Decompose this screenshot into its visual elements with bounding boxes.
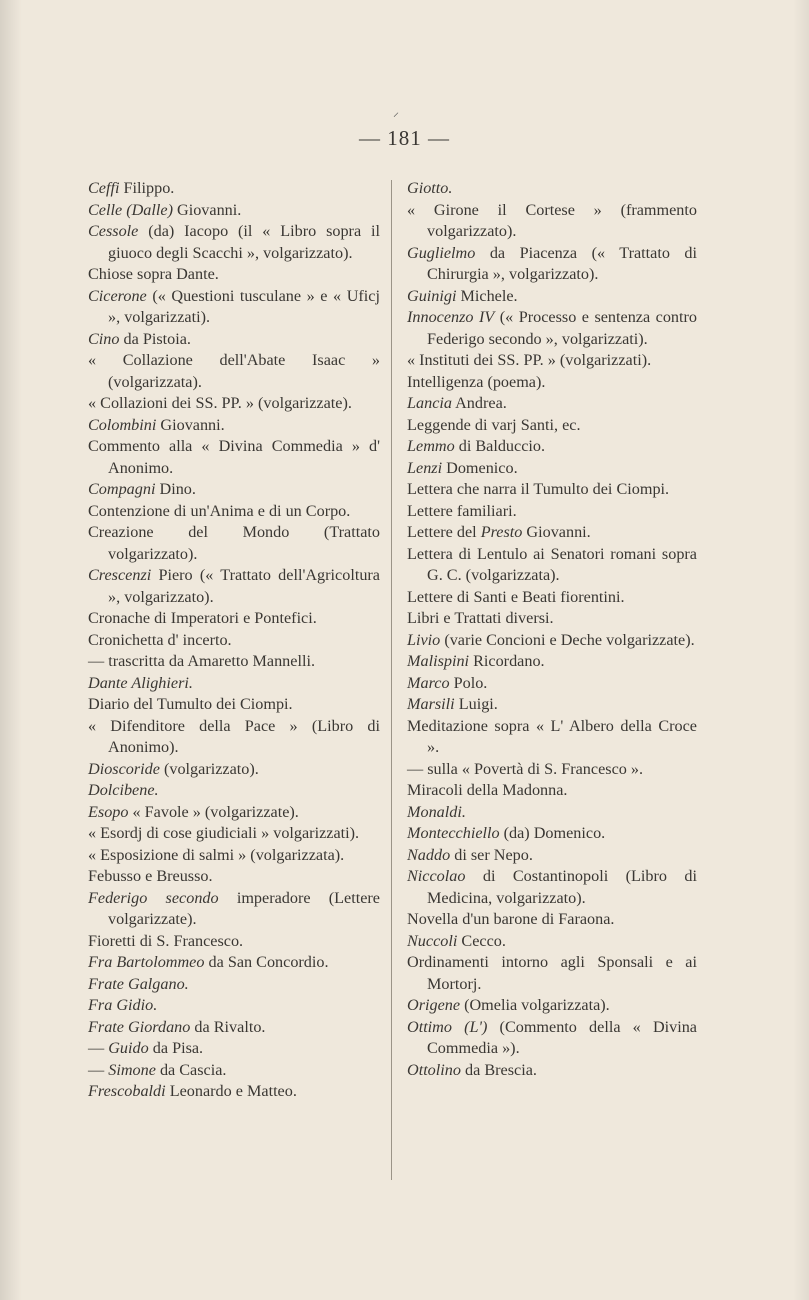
index-entry [407,501,697,523]
entry-name-italic: Marco [407,673,450,692]
entry-name-italic: Fra Gidio. [88,996,158,1014]
entry-text: Lettere familiari. [407,501,517,520]
entry-text: Ordinamenti intorno agli Sponsali e ai Mortorj. [407,953,697,993]
index-entry [88,608,380,630]
entry-name-italic: Origene [407,996,461,1014]
entry-text: « Esordj di cose giudiciali » volgarizzati). [88,824,360,842]
index-entry [88,522,380,565]
index-entry [407,759,697,781]
entry-text: di ser Nepo. [450,845,533,864]
index-entry [407,286,697,308]
entry-text: Giovanni. [172,200,242,219]
entry-text: di Balduccio. [454,437,546,455]
index-entry [407,350,697,372]
index-entry [88,1017,380,1039]
entry-text: « Difenditore della Pace » (Libro di Anonimo). [88,716,380,756]
entry-text: da Piacenza (« Trattato di Chirurgia », volgarizzato). [427,243,697,283]
index-entry [88,866,380,888]
entry-text: Meditazione sopra « L' Albero della Croce ». [407,716,697,756]
entry-name-italic: Guinigi [407,286,457,305]
entry-name-italic: Dioscoride [88,759,160,778]
index-entry [88,974,380,996]
entry-text: « Collazione dell'Abate Isaac » (volgarizzata). [88,351,380,391]
entry-name-italic: Crescenzi [88,566,152,584]
entry-name-italic: Ottolino [407,1060,461,1079]
entry-text: Lettere del [407,523,481,541]
index-entry [88,823,380,845]
entry-text: Dino. [155,480,196,498]
entry-text: Libri e Trattati diversi. [407,609,554,627]
left-column [88,178,380,1103]
entry-text: Giovanni. [156,415,225,434]
index-entry [407,909,697,931]
index-entry [88,415,380,437]
entry-text: Commento alla « Divina Commedia » d' Anonimo. [88,437,380,477]
entry-name-italic: Livio [407,630,441,649]
index-entry [88,1060,380,1082]
index-entry [88,350,380,393]
entry-text: da Pisa. [148,1039,204,1057]
entry-text: Luigi. [454,695,498,713]
entry-text: (Omelia volgarizzata). [460,996,610,1014]
entry-name-italic: Simone [108,1060,156,1079]
entry-name-italic: Monaldi. [407,802,466,821]
entry-text: Cecco. [457,931,506,950]
entry-text: da San Concordio. [204,953,329,971]
entry-text: Michele. [456,286,518,305]
page-edge-shadow [793,0,809,1300]
index-entry [407,1060,697,1082]
index-entry [88,995,380,1017]
entry-name-italic: Guglielmo [407,243,476,262]
index-entry [88,200,380,222]
entry-name-italic: Cino [88,329,120,348]
index-entry [88,393,380,415]
entry-name-italic: Federigo secondo [88,888,219,907]
entry-text: Domenico. [442,458,518,477]
entry-text: Fioretti di S. Francesco. [88,931,244,950]
index-entry [407,178,697,200]
entry-name-italic: Frate Giordano [88,1017,191,1036]
entry-name-italic: Montecchiello [407,824,500,842]
index-entry [407,544,697,587]
index-entry [88,780,380,802]
entry-text: Intelligenza (poema). [407,372,546,391]
entry-name-italic: Fra Bartolommeo [88,953,205,971]
entry-text: Giovanni. [522,523,591,541]
page-number: — 181 — [359,126,450,150]
entry-text: Creazione del Mondo (Trattato volgarizzato). [88,523,380,563]
entry-name-italic: Presto [480,523,523,541]
index-entry [407,415,697,437]
index-entry [407,372,697,394]
index-entry [407,866,697,909]
entry-text: « Instituti dei SS. PP. » (volgarizzati). [407,351,652,369]
index-entry [407,630,697,652]
entry-text: — [88,1039,109,1057]
entry-name-italic: Ottimo (L') [407,1017,488,1036]
entry-text: (Commento della « Divina Commedia »). [427,1017,697,1057]
index-entry [407,307,697,350]
index-entry [88,952,380,974]
index-entry [407,200,697,243]
index-entry [88,565,380,608]
entry-name-italic: Lenzi [407,458,443,477]
index-entry [88,178,380,200]
index-entry [407,823,697,845]
entry-text: « Collazioni dei SS. PP. » (volgarizzate). [88,394,352,412]
index-entry [407,780,697,802]
entry-text: Cronache di Imperatori e Pontefici. [88,609,317,627]
entry-text: da Pistoia. [119,329,191,348]
entry-text: Lettera di Lentulo ai Senatori romani sopra G. C. (volgarizzata). [407,544,697,584]
index-entry [407,522,697,544]
entry-text: da Brescia. [460,1060,537,1079]
entry-name-italic: Giotto. [407,179,453,197]
entry-name-italic: Guido [108,1039,149,1057]
entry-name-italic: Marsili [407,695,455,713]
index-entry [88,221,380,264]
entry-text: (da) Iacopo (il « Libro sopra il giuoco degli Scacchi », volgarizzato). [108,222,380,262]
right-column [407,178,697,1081]
index-entry [407,995,697,1017]
entry-text: Chiose sopra Dante. [88,265,219,283]
entry-name-italic: Lemmo [407,437,455,455]
index-entry [407,651,697,673]
entry-name-italic: Cicerone [88,286,147,305]
index-entry [407,479,697,501]
entry-name-italic: Esopo [88,802,129,821]
entry-text: Leggende di varj Santi, ec. [407,415,581,434]
index-entry [88,1038,380,1060]
entry-name-italic: Malispini [407,652,470,670]
entry-text: (« Questioni tusculane » e « Uficj », volgarizzati). [108,286,380,326]
index-entry [88,845,380,867]
entry-text: di Costantinopoli (Libro di Medicina, volgarizzato). [427,867,697,907]
index-entry [88,931,380,953]
entry-text: « Esposizione di salmi » (volgarizzata). [88,845,345,864]
entry-text: da Rivalto. [190,1017,266,1036]
entry-text: « Favole » (volgarizzate). [128,802,299,821]
entry-text: Piero (« Trattato dell'Agricoltura », volgarizzato). [108,566,380,606]
index-entry [407,845,697,867]
index-entry [88,694,380,716]
index-entry [407,802,697,824]
entry-text: Contenzione di un'Anima e di un Corpo. [88,501,351,520]
index-entry [88,436,380,479]
index-entry [88,759,380,781]
entry-name-italic: Naddo [407,845,451,864]
entry-text: (da) Domenico. [499,824,606,842]
entry-text: Filippo. [119,179,175,197]
entry-name-italic: Dante Alighieri. [88,673,193,692]
index-entry [88,673,380,695]
entry-name-italic: Niccolao [407,867,466,885]
entry-name-italic: Colombini [88,415,157,434]
index-entry [407,393,697,415]
index-entry [407,608,697,630]
entry-name-italic: Compagni [88,480,156,498]
index-entry [407,436,697,458]
entry-text: — trascritta da Amaretto Mannelli. [88,652,316,670]
entry-text: — sulla « Povertà di S. Francesco ». [407,759,644,778]
entry-text: imperadore (Lettere volgarizzate). [108,888,380,928]
index-entry [407,587,697,609]
index-entry [407,694,697,716]
index-entry [407,673,697,695]
entry-text: « Girone il Cortese » (frammento volgarizzato). [407,200,697,240]
entry-name-italic: Dolcibene. [88,781,159,799]
index-entry [407,243,697,286]
entry-text: Andrea. [451,394,507,412]
entry-text: Lettera che narra il Tumulto dei Ciompi. [407,480,670,498]
entry-name-italic: (Dalle) [126,200,173,219]
index-entry [88,264,380,286]
entry-text: (« Processo e sentenza contro Federigo secondo », volgarizzati). [427,308,698,348]
index-entry [407,716,697,759]
index-entry [407,458,697,480]
column-divider [391,180,392,1180]
entry-text: Novella d'un barone di Faraona. [407,910,615,928]
index-entry [407,952,697,995]
index-entry [88,479,380,501]
entry-text: Leonardo e Matteo. [165,1082,297,1100]
entry-name-italic: Frate Galgano. [88,974,189,993]
index-entry [88,651,380,673]
entry-text: Diario del Tumulto dei Ciompi. [88,695,293,713]
entry-text: Miracoli della Madonna. [407,781,568,799]
entry-name-italic: Celle [88,200,123,219]
entry-text: Polo. [449,673,488,692]
entry-name-italic: Nuccoli [407,931,458,950]
entry-name-italic: Ceffi [88,179,120,197]
ink-mark: ⸝ [393,105,400,119]
entry-text: (volgarizzato). [159,759,259,778]
index-entry [88,286,380,329]
entry-text: Cronichetta d' incerto. [88,630,232,649]
entry-name-italic: Innocenzo IV [407,308,495,326]
entry-name-italic: Frescobaldi [88,1082,166,1100]
index-entry [88,888,380,931]
index-entry [88,716,380,759]
entry-text: (varie Concioni e Deche volgarizzate). [440,630,695,649]
index-entry [407,931,697,953]
entry-text: Lettere di Santi e Beati fiorentini. [407,587,625,606]
index-entry [88,501,380,523]
page-fold-shadow [0,0,22,1300]
entry-text: Febusso e Breusso. [88,867,213,885]
index-entry [88,1081,380,1103]
index-entry [407,1017,697,1060]
index-entry [88,329,380,351]
index-entry [88,630,380,652]
entry-text: Ricordano. [469,652,545,670]
entry-text: — [88,1060,109,1079]
index-entry [88,802,380,824]
entry-text: da Cascia. [155,1060,227,1079]
entry-name-italic: Lancia [407,394,452,412]
entry-name-italic: Cessole [88,222,139,240]
